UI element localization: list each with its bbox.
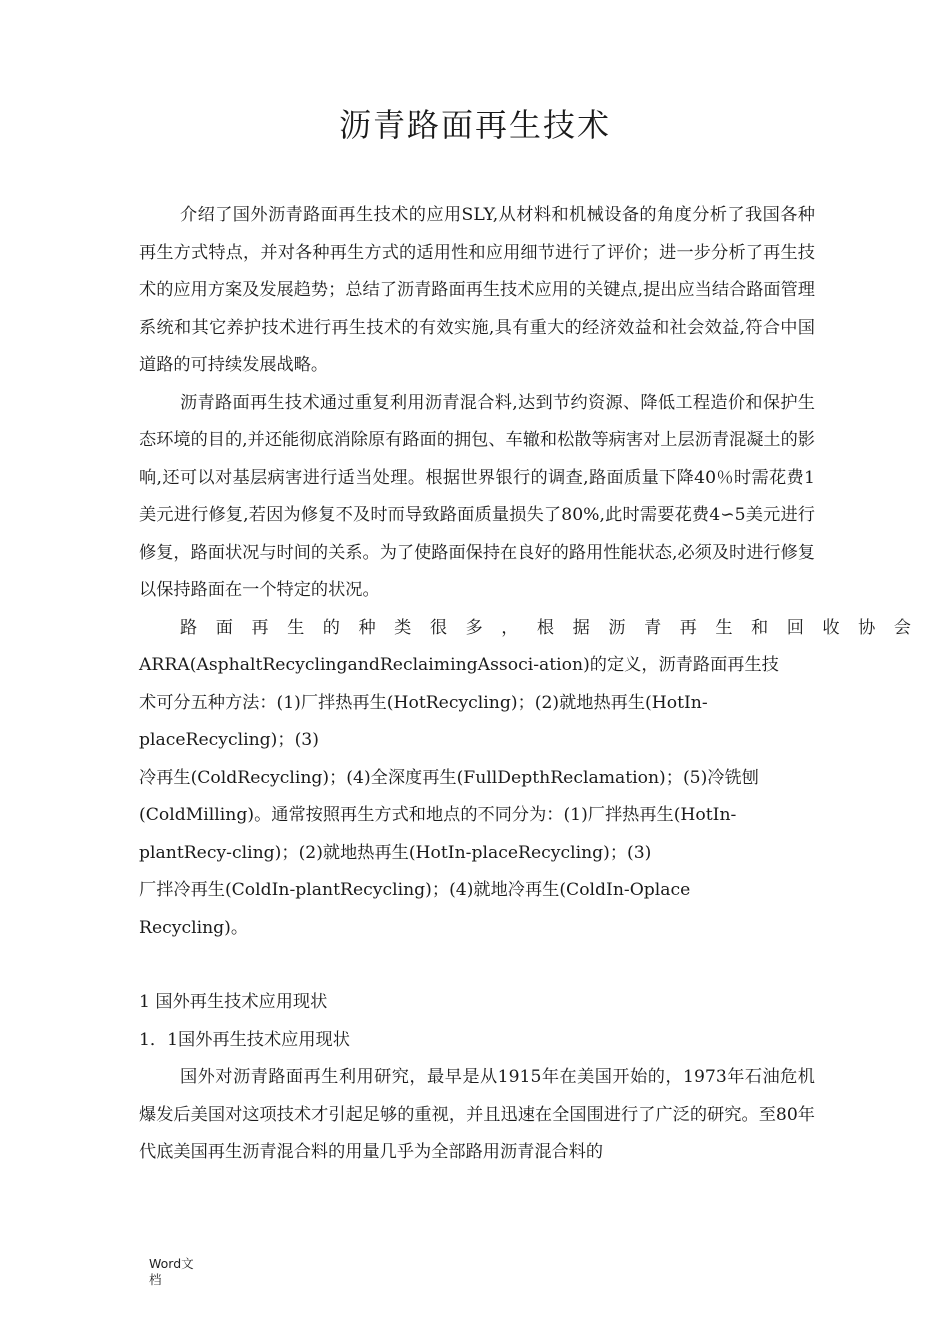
intro-paragraph: 沥青路面再生技术通过重复利用沥青混合料,达到节约资源、降低工程造价和保护生态环境的目的,并还能彻底消除原有路面的拥包、车辙和松散等病害对上层沥青混凝土的影响,还可以对基层病害进行适当处理。根据世界银行的调查,路面质量下降40％时需花费1美元进行修复,若因为修复不及时而导致路面质量损失了80%,此时需要花费4∽5美元进行修复，路面状况与时间的关系。为了使路面保持在良好的路用性能状态,必须及时进行修复以保持路面在一个特定的状况。 (139, 392, 815, 600)
section-heading-1-1: 1．1国外再生技术应用现状 (139, 1029, 350, 1050)
text-line: 冷再生(ColdRecycling)；(4)全深度再生(FullDepthReclamation)；(5)冷铣刨 (139, 767, 759, 788)
blank-line (139, 947, 815, 984)
footer-line: Word文 (149, 1256, 194, 1271)
history-paragraph: 国外对沥青路面再生利用研究，最早是从1915年在美国开始的，1973年石油危机爆发后美国对这项技术才引起足够的重视，并且迅速在全国围进行了广泛的研究。至80年代底美国再生沥青混合料的用量几乎为全部路用沥青混合料的 (139, 1067, 815, 1162)
recycling-types-paragraph (139, 610, 930, 948)
document-title: 沥青路面再生技术 (338, 106, 611, 144)
text-line: Recycling)。 (139, 917, 249, 938)
text-line: placeRecycling)；(3) (139, 730, 319, 750)
section-heading-1: 1 国外再生技术应用现状 (139, 992, 328, 1012)
document-body (139, 197, 930, 1172)
footer-line: 档 (149, 1272, 162, 1287)
text-line: plantRecy-cling)；(2)就地热再生(HotIn-placeRecycling)；(3) (139, 842, 652, 863)
text-line: 路面再生的种类很多，根据沥青再生和回收协会 (180, 617, 930, 638)
abstract-paragraph: 介绍了国外沥青路面再生技术的应用SLY,从材料和机械设备的角度分析了我国各种再生方式特点，并对各种再生方式的适用性和应用细节进行了评价；进一步分析了再生技术的应用方案及发展趋势；总结了沥青路面再生技术应用的关键点,提出应当结合路面管理系统和其它养护技术进行再生技术的有效实施,具有重大的经济效益和社会效益,符合中国道路的可持续发展战略。 (139, 205, 815, 375)
text-line: (ColdMilling)。通常按照再生方式和地点的不同分为：(1)厂拌热再生(HotIn- (139, 805, 737, 825)
text-line: ARRA(AsphaltRecyclingandReclaimingAssoci-ation)的定义，沥青路面再生技 (139, 655, 779, 675)
page-footer (149, 1256, 194, 1288)
text-line: 术可分五种方法：(1)厂拌热再生(HotRecycling)；(2)就地热再生(HotIn- (139, 692, 708, 713)
text-line: 厂拌冷再生(ColdIn-plantRecycling)；(4)就地冷再生(ColdIn-Oplace (139, 880, 691, 900)
